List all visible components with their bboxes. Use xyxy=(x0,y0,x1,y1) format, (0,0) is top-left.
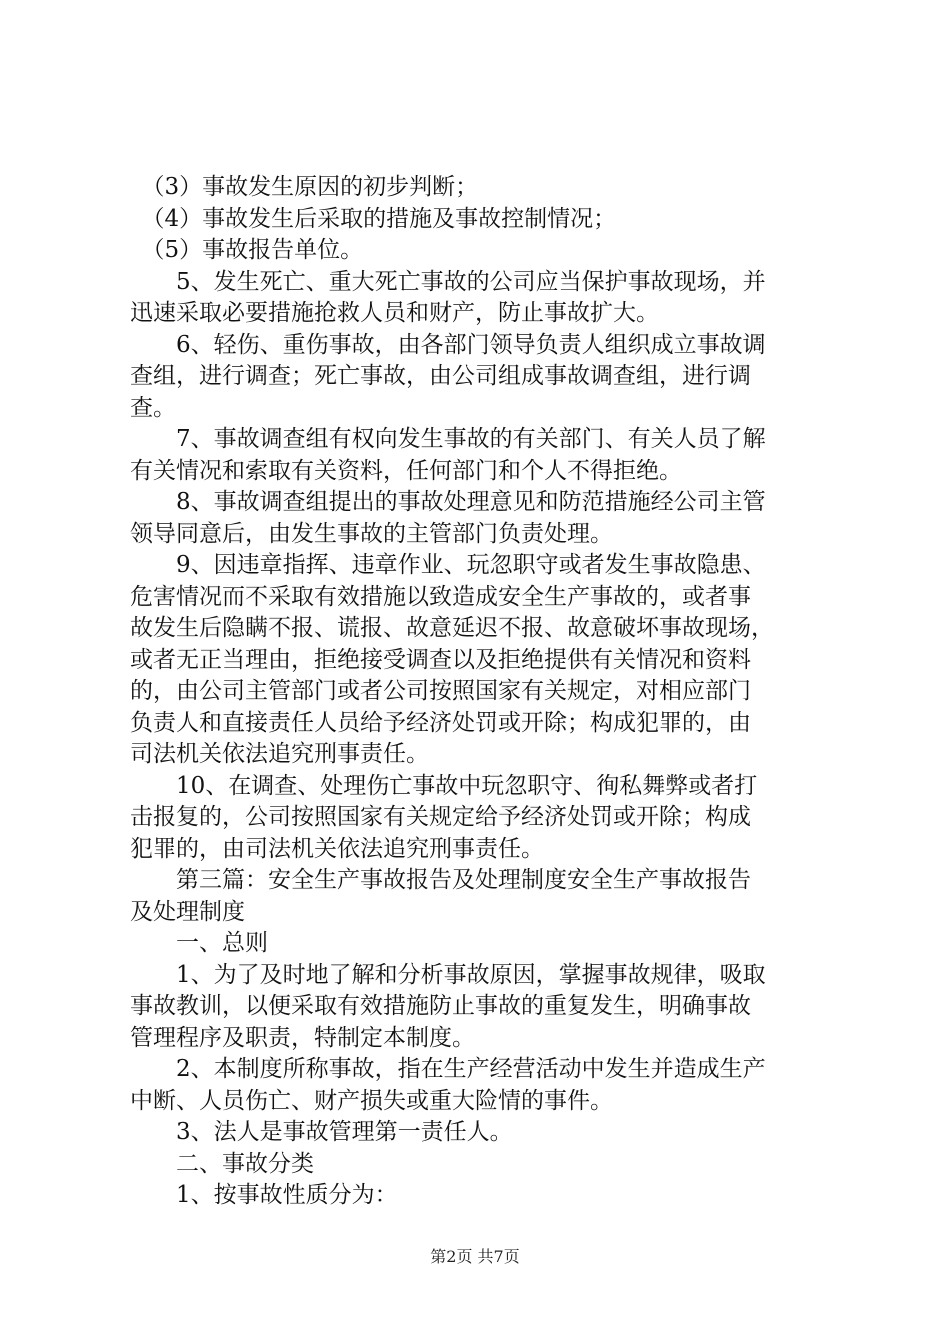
text-line: （5）事故报告单位。 xyxy=(130,237,364,263)
text-line: 故发生后隐瞒不报、谎报、故意延迟不报、故意破坏事故现场， xyxy=(130,615,774,641)
document-text-block xyxy=(130,172,830,1212)
text-line: 领导同意后，由发生事故的主管部门负责处理。 xyxy=(130,520,613,547)
text-line: 8、事故调查组提出的事故处理意见和防范措施经公司主管 xyxy=(130,489,766,515)
text-line: 犯罪的，由司法机关依法追究刑事责任。 xyxy=(130,835,544,862)
text-line: （4）事故发生后采取的措施及事故控制情况； xyxy=(130,205,617,232)
text-line: 10、在调查、处理伤亡事故中玩忽职守、徇私舞弊或者打 xyxy=(130,772,758,799)
text-line: 6、轻伤、重伤事故，由各部门领导负责人组织成立事故调 xyxy=(130,331,766,358)
text-line: 第三篇：安全生产事故报告及处理制度安全生产事故报告 xyxy=(130,867,751,893)
text-line: 二、事故分类 xyxy=(130,1150,314,1177)
text-line: 中断、人员伤亡、财产损失或重大险情的事件。 xyxy=(130,1087,613,1114)
text-line: 2、本制度所称事故，指在生产经营活动中发生并造成生产 xyxy=(130,1056,766,1082)
text-line: 查组，进行调查；死亡事故，由公司组成事故调查组，进行调 xyxy=(130,363,751,389)
text-line: 7、事故调查组有权向发生事故的有关部门、有关人员了解 xyxy=(130,426,766,452)
text-line: 或者无正当理由，拒绝接受调查以及拒绝提供有关情况和资料 xyxy=(130,646,751,673)
text-line: 有关情况和索取有关资料，任何部门和个人不得拒绝。 xyxy=(130,457,682,484)
text-line: 及处理制度 xyxy=(130,898,245,925)
text-line: 事故教训，以便采取有效措施防止事故的重复发生，明确事故 xyxy=(130,993,751,1019)
text-line: 3、法人是事故管理第一责任人。 xyxy=(130,1119,513,1145)
text-line: 查。 xyxy=(130,394,176,421)
text-line: 的，由公司主管部门或者公司按照国家有关规定，对相应部门 xyxy=(130,678,751,704)
page-footer: 第2页 共7页 xyxy=(430,1247,520,1266)
text-line: 司法机关依法追究刑事责任。 xyxy=(130,741,429,767)
text-line: 负责人和直接责任人员给予经济处罚或开除；构成犯罪的，由 xyxy=(130,709,751,736)
text-line: 危害情况而不采取有效措施以致造成安全生产事故的，或者事 xyxy=(130,583,751,610)
text-line: （3）事故发生原因的初步判断； xyxy=(130,174,479,200)
text-line: 5、发生死亡、重大死亡事故的公司应当保护事故现场，并 xyxy=(130,268,766,295)
text-line: 一、总则 xyxy=(130,930,268,956)
text-line: 9、因违章指挥、违章作业、玩忽职守或者发生事故隐患、 xyxy=(130,552,766,578)
text-line: 击报复的，公司按照国家有关规定给予经济处罚或开除；构成 xyxy=(130,804,751,830)
text-line: 迅速采取必要措施抢救人员和财产，防止事故扩大。 xyxy=(130,300,659,326)
text-line: 管理程序及职责，特制定本制度。 xyxy=(130,1024,475,1051)
document-body xyxy=(130,172,830,1212)
text-line: 1、为了及时地了解和分析事故原因，掌握事故规律，吸取 xyxy=(130,961,766,988)
text-line: 1、按事故性质分为： xyxy=(130,1182,398,1208)
